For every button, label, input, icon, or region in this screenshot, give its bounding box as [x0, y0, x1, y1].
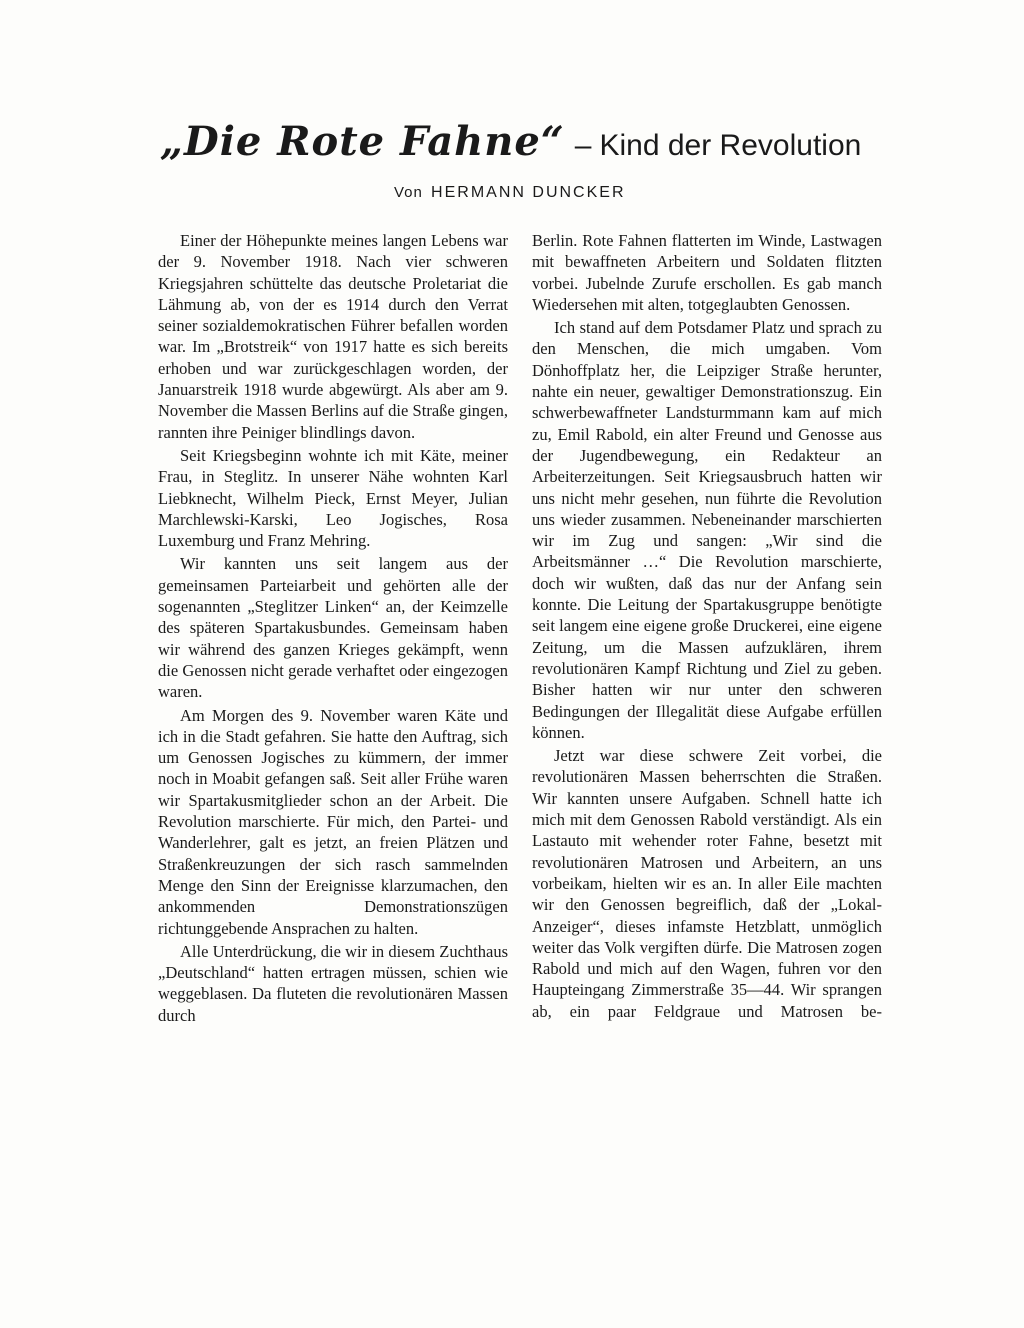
headline-subtitle: Kind der Revolution — [599, 129, 862, 162]
article-headline — [160, 112, 880, 181]
left-column — [158, 230, 508, 1028]
article-byline — [394, 184, 626, 202]
paragraph: Einer der Höhepunkte meines langen Lebens war der 9. November 1918. Nach vier schweren Kriegsjahren schüttelte das deutsche Proletariat die Lähmung ab, von der es 1914 durch den Verrat seiner sozialdemokratischen Führer befallen worden war. Im „Brotstreik“ von 1917 hatte es sich bereits erhoben und war zurückgeschlagen worden, der Januarstreik 1918 wurde abgewürgt. Als aber am 9. November die Massen Berlins auf die Straße gingen, rannten ihre Peiniger blindlings davon. — [158, 231, 508, 442]
paragraph: Berlin. Rote Fahnen flatterten im Winde, Lastwagen mit bewaffneten Arbeitern und Soldaten flitzten vorbei. Jubelnde Zurufe erschollen. Es gab manch Wiedersehen mit alten, totgeglaubten Genossen. — [532, 231, 882, 314]
paragraph: Ich stand auf dem Potsdamer Platz und sprach zu den Menschen, die mich umgaben. Vom Dönhoffplatz her, die Leipziger Straße herunter, nahte ein neuer, gewaltiger Demonstrationszug. Ein schwerbewaffneter Landsturmmann kam auf mich zu, Emil Rabold, ein alter Freund und Genosse aus der Jugendbewegung, ein Redakteur an Arbeiterzeitungen. Seit Kriegsausbruch hatten wir uns nicht mehr gesehen, nun führte die Revolution uns wieder zusammen. Nebeneinander marschierten wir im Zug und sangen: „Wir sind die Arbeitsmänner …“ Die Revolution marschierte, doch wir wußten, daß das nur der Anfang sein konnte. Die Leitung der Spartakusgruppe benötigte seit langem eine eigene große Druckerei, eine eigene Zeitung, um die Massen aufzuklären, ihrem revolutionären Kampf Richtung und Ziel zu geben. Bisher hatten wir nur unter den schweren Bedingungen der Illegalität diese Aufgabe erfüllen können. — [532, 318, 882, 742]
paragraph: Am Morgen des 9. November waren Käte und ich in die Stadt gefahren. Sie hatte den Auftrag, sich um Genossen Jogisches zu kümmern, der immer noch in Moabit gefangen saß. Seit aller Frühe waren wir Spartakusmitglieder schon an der Arbeit. Die Revolution marschierte. Für mich, den Partei- und Wanderlehrer, galt es jetzt, an freien Plätzen und Straßenkreuzungen der sich rasch sammelnden Menge den Sinn der Ereignisse klarzumachen, den ankommenden Demonstrationszügen richtunggebende Ansprachen zu halten. — [158, 705, 508, 938]
byline-prefix: Von — [394, 184, 423, 201]
headline-newspaper-name: „Die Rote Fahne“ — [160, 118, 565, 165]
paragraph: Seit Kriegsbeginn wohnte ich mit Käte, meiner Frau, in Steglitz. In unserer Nähe wohnten Karl Liebknecht, Wilhelm Pieck, Ernst Meyer, Julian Marchlewski-Karski, Leo Jogisches, Rosa Luxemburg und Franz Mehring. — [158, 445, 508, 551]
paragraph: Alle Unterdrückung, die wir in diesem Zuchthaus „Deutschland“ hatten ertragen müssen, schien wie weggeblasen. Da fluteten die revolutionären Massen durch — [158, 941, 508, 1025]
right-column — [532, 230, 882, 1024]
paragraph: Jetzt war diese schwere Zeit vorbei, die revolutionären Massen beherrschten die Straßen. Wir kannten unsere Aufgaben. Schnell hatte ich mich mit dem Genossen Rabold verständigt. Als ein Lastauto mit wehender roter Fahne, besetzt mit revolutionären Matrosen und Arbeitern, an uns vorbeikam, hielten wir es an. In aller Eile machten wir den Genossen begreiflich, daß der „Lokal-Anzeiger“, dieses infamste Hetzblatt, unmöglich weiter das Volk vergiften dürfe. Die Matrosen zogen Rabold und mich auf den Wagen, fuhren vor den Haupteingang Zimmerstraße 35—44. Wir sprangen ab, ein paar Feldgraue und Matrosen be- — [532, 746, 882, 1021]
headline-dash: – — [574, 129, 592, 162]
byline-author: HERMANN DUNCKER — [431, 184, 626, 201]
paragraph: Wir kannten uns seit langem aus der gemeinsamen Parteiarbeit und gehörten alle der sogenannten „Steglitzer Linken“ an, der Keimzelle des späteren Spartakusbundes. Gemeinsam haben wir während des ganzen Krieges gekämpft, wenn die Genossen nicht gerade verhaftet oder eingezogen waren. — [158, 554, 508, 702]
